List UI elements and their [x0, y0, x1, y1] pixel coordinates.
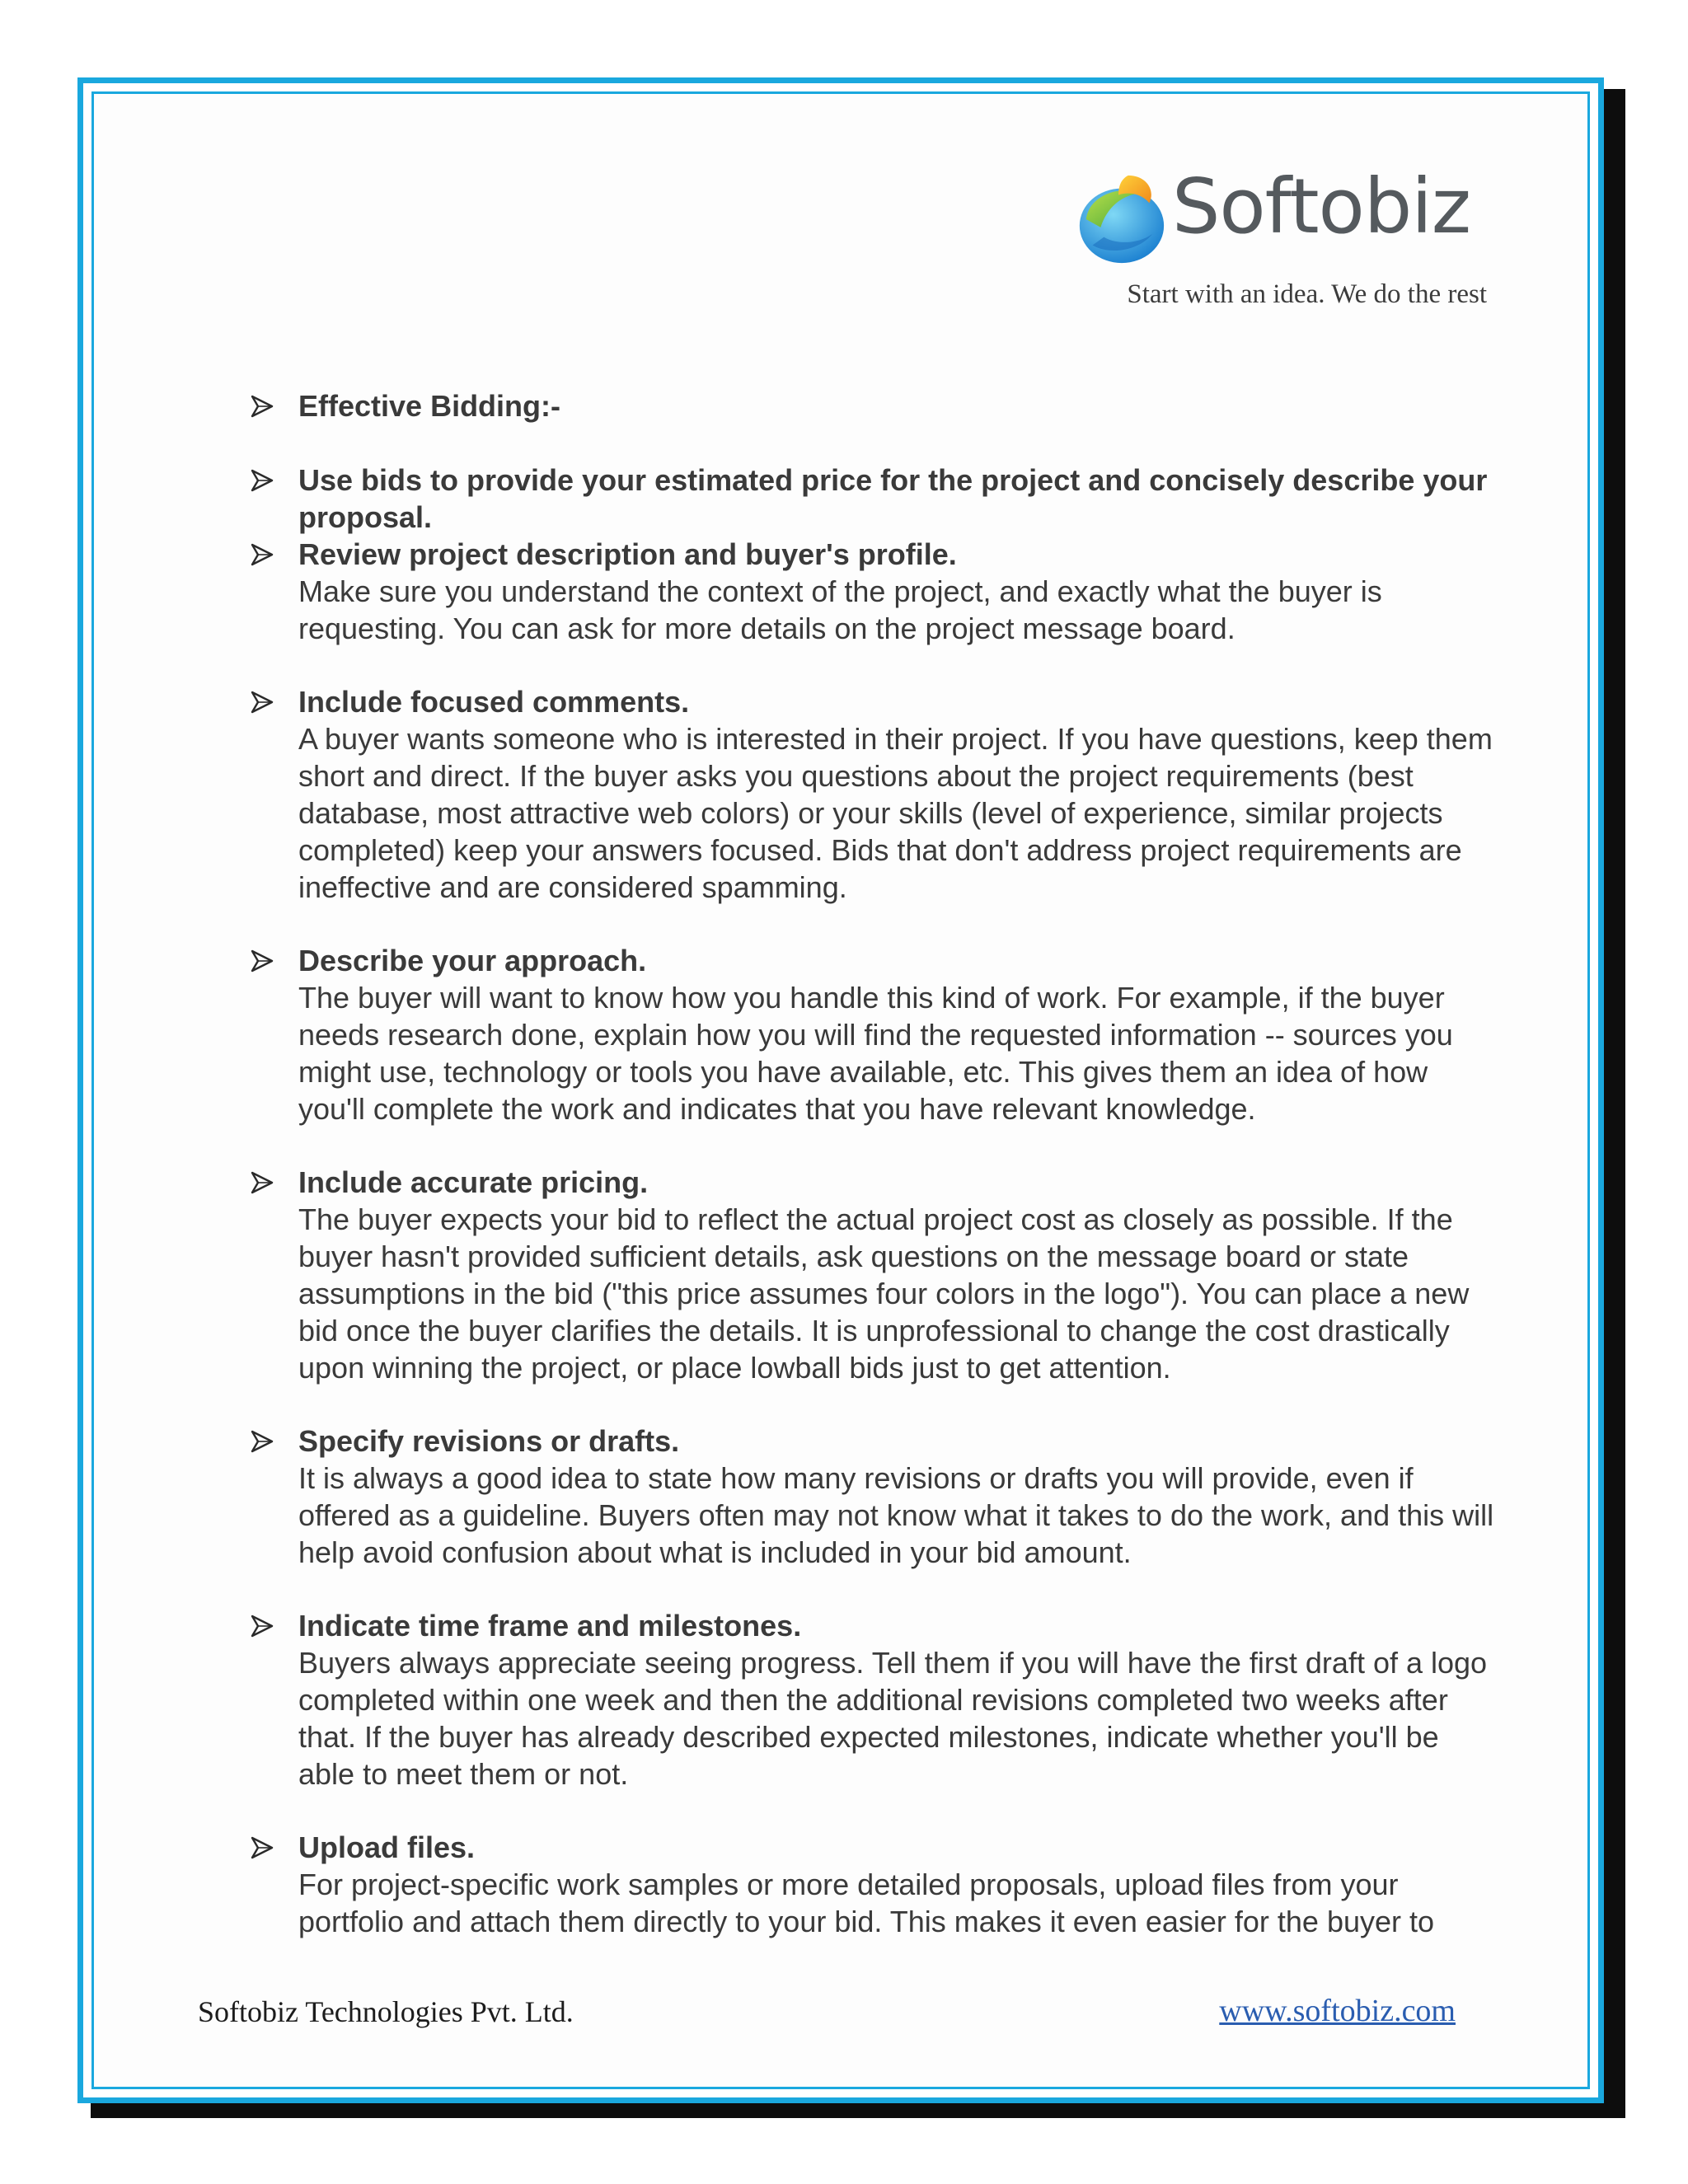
- item-body: Make sure you understand the context of the project, and exactly what the buyer is requesting. You can ask for more details on the project message board.: [298, 574, 1382, 645]
- list-item: [247, 1422, 1500, 1571]
- item-body: Buyers always appreciate seeing progress. Tell them if you will have the first draft of a logo completed within one week and then the additional revisions completed two weeks after that. If the buyer has already described expected milestones, indicate whether you'll be able to meet them or not.: [298, 1646, 1488, 1791]
- item-heading: Use bids to provide your estimated price for the project and concisely describe your proposal.: [298, 463, 1488, 534]
- list-item: [247, 536, 1500, 647]
- arrow-bullet-icon: [247, 1607, 277, 1645]
- footer-website-link[interactable]: www.softobiz.com: [1219, 1994, 1456, 2028]
- item-body: It is always a good idea to state how many revisions or drafts you will provide, even if offered as a guideline. Buyers often may not know what it takes to do the work, and this will help avoid confusion about what is included in your bid amount.: [298, 1461, 1494, 1569]
- list-item: [247, 1829, 1500, 1940]
- logo-mark-icon: [1070, 171, 1170, 268]
- item-body: The buyer will want to know how you handle this kind of work. For example, if the buyer needs research done, explain how you will find the requested information -- sources you might use, technology or tools you have available, etc. This gives them an idea of how you'll complete the work and indicates that you have relevant knowledge.: [298, 981, 1453, 1126]
- arrow-bullet-icon: [247, 942, 277, 980]
- footer-company-name: Softobiz Technologies Pvt. Ltd.: [198, 1995, 574, 2028]
- brand-tagline: Start with an idea. We do the rest: [1127, 279, 1487, 309]
- item-body: The buyer expects your bid to reflect the actual project cost as closely as possible. If the buyer hasn't provided sufficient details, ask questions on the message board or state assumptions in the bid ("this price assumes four colors in the logo"). You can place a new bid once the buyer clarifies the details. It is unprofessional to change the cost drastically upon winning the project, or place lowball bids just to get attention.: [298, 1202, 1470, 1385]
- list-item: [247, 1607, 1500, 1793]
- item-body: A buyer wants someone who is interested in their project. If you have questions, keep them short and direct. If the buyer asks you questions about the project requirements (best database, most attractive web colors) or your skills (level of experience, similar projects completed) keep your answers focused. Bids that don't address project requirements are ineffective and are considered spamming.: [298, 722, 1493, 904]
- list-item: [247, 683, 1500, 906]
- list-item: [247, 1164, 1500, 1386]
- list-item: [247, 942, 1500, 1127]
- arrow-bullet-icon: [247, 462, 277, 499]
- item-heading: Include accurate pricing.: [298, 1165, 649, 1199]
- arrow-bullet-icon: [247, 536, 277, 574]
- item-heading: Include focused comments.: [298, 685, 690, 719]
- logo-wordmark: Softobiz: [1172, 162, 1471, 251]
- intro-heading: Effective Bidding:-: [298, 389, 561, 423]
- item-heading: Indicate time frame and milestones.: [298, 1609, 802, 1643]
- arrow-bullet-icon: [247, 1422, 277, 1460]
- list-item: [247, 462, 1500, 536]
- item-heading: Describe your approach.: [298, 944, 647, 977]
- intro-heading-item: [247, 387, 1500, 425]
- arrow-bullet-icon: [247, 387, 277, 425]
- item-body: For project-specific work samples or more detailed proposals, upload files from your portfolio and attach them directly to your bid. This makes it even easier for the buyer to: [298, 1868, 1435, 1938]
- arrow-bullet-icon: [247, 683, 277, 721]
- item-heading: Upload files.: [298, 1830, 476, 1864]
- arrow-bullet-icon: [247, 1829, 277, 1867]
- arrow-bullet-icon: [247, 1164, 277, 1202]
- item-heading: Specify revisions or drafts.: [298, 1424, 680, 1458]
- document-body: [247, 387, 1500, 1940]
- softobiz-logo: [1070, 162, 1482, 268]
- item-heading: Review project description and buyer's profile.: [298, 537, 957, 571]
